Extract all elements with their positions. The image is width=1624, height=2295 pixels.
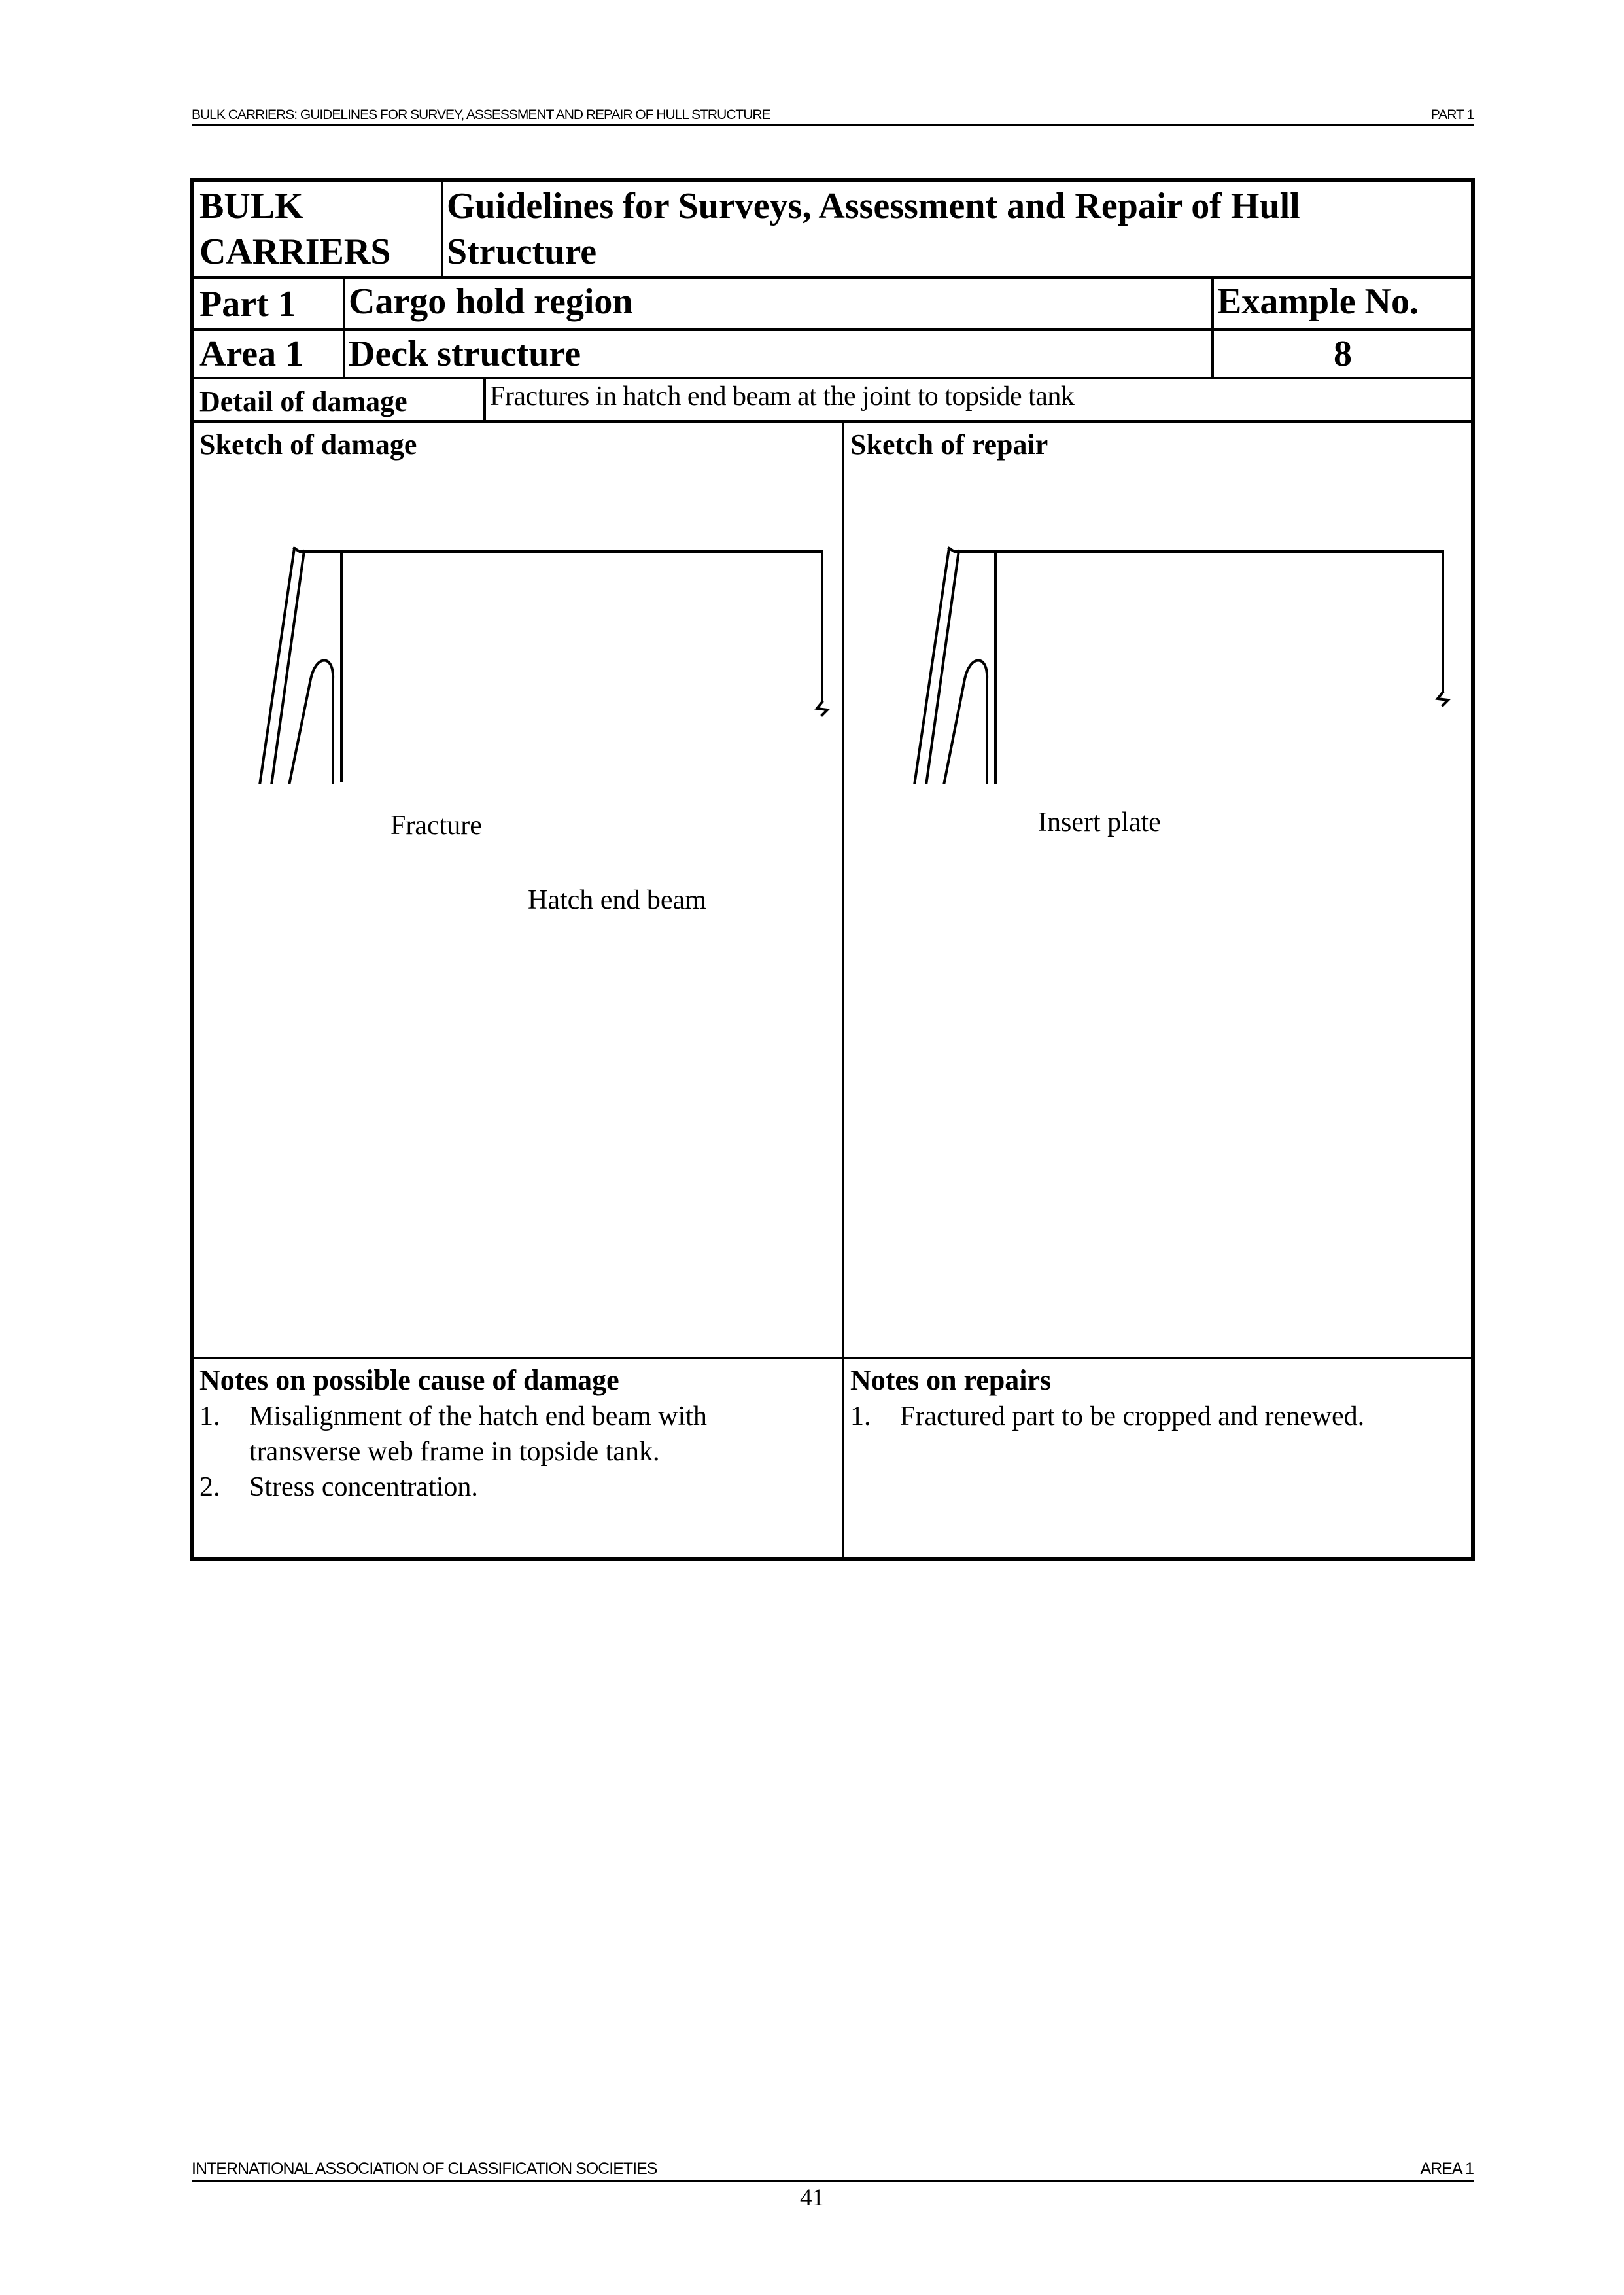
part-label: Part 1 (199, 284, 296, 324)
cause-item-text: Stress concentration. (249, 1472, 478, 1502)
running-header-title: BULK CARRIERS: GUIDELINES FOR SURVEY, ASSESSMENT AND REPAIR OF HULL STRUCTURE (192, 107, 770, 122)
example-label: Example No. (1217, 281, 1419, 322)
repairs-heading: Notes on repairs (850, 1364, 1052, 1396)
page-number: 41 (800, 2184, 824, 2211)
repair-item-text: Fractured part to be cropped and renewed. (900, 1401, 1365, 1431)
cause-item-text-cont: transverse web frame in topside tank. (249, 1437, 660, 1467)
repair-sketch (844, 483, 1479, 784)
insert-plate-label: Insert plate (1038, 807, 1161, 837)
running-header-part: PART 1 (1430, 107, 1474, 122)
hatch-end-beam-label: Hatch end beam (528, 885, 706, 915)
repair-item (850, 1399, 1472, 1434)
running-footer-organisation: INTERNATIONAL ASSOCIATION OF CLASSIFICATION SOCIETIES (192, 2160, 657, 2178)
title-line-1: Guidelines for Surveys, Assessment and Repair of Hull (447, 186, 1300, 226)
fracture-label: Fracture (390, 811, 482, 841)
area-label: Area 1 (199, 334, 304, 374)
repair-item-number: 1. (850, 1401, 871, 1431)
area-name: Deck structure (349, 334, 581, 374)
cause-notes (199, 1363, 837, 1505)
cause-item (199, 1469, 837, 1505)
detail-label: Detail of damage (199, 385, 407, 417)
running-footer-area: AREA 1 (1420, 2160, 1474, 2178)
document-category (199, 183, 435, 275)
category-line-1: BULK (199, 186, 303, 226)
example-number: 8 (1334, 334, 1352, 374)
running-header (192, 101, 1474, 126)
damage-sketch (194, 483, 842, 784)
document-title (447, 183, 1467, 275)
detail-text: Fractures in hatch end beam at the joint to topside tank (490, 381, 1075, 412)
cause-item-number: 1. (199, 1401, 220, 1431)
repair-sketch-heading: Sketch of repair (850, 429, 1048, 461)
cause-item-text: Misalignment of the hatch end beam with (249, 1401, 707, 1431)
cause-heading: Notes on possible cause of damage (199, 1364, 619, 1396)
category-line-2: CARRIERS (199, 232, 391, 272)
damage-example-form (190, 178, 1475, 1561)
title-line-2: Structure (447, 232, 597, 272)
cause-item-number: 2. (199, 1472, 220, 1502)
damage-sketch-heading: Sketch of damage (199, 429, 417, 461)
repair-notes (850, 1363, 1472, 1434)
cause-item (199, 1399, 837, 1469)
part-name: Cargo hold region (349, 281, 633, 322)
running-footer (192, 2156, 1474, 2182)
